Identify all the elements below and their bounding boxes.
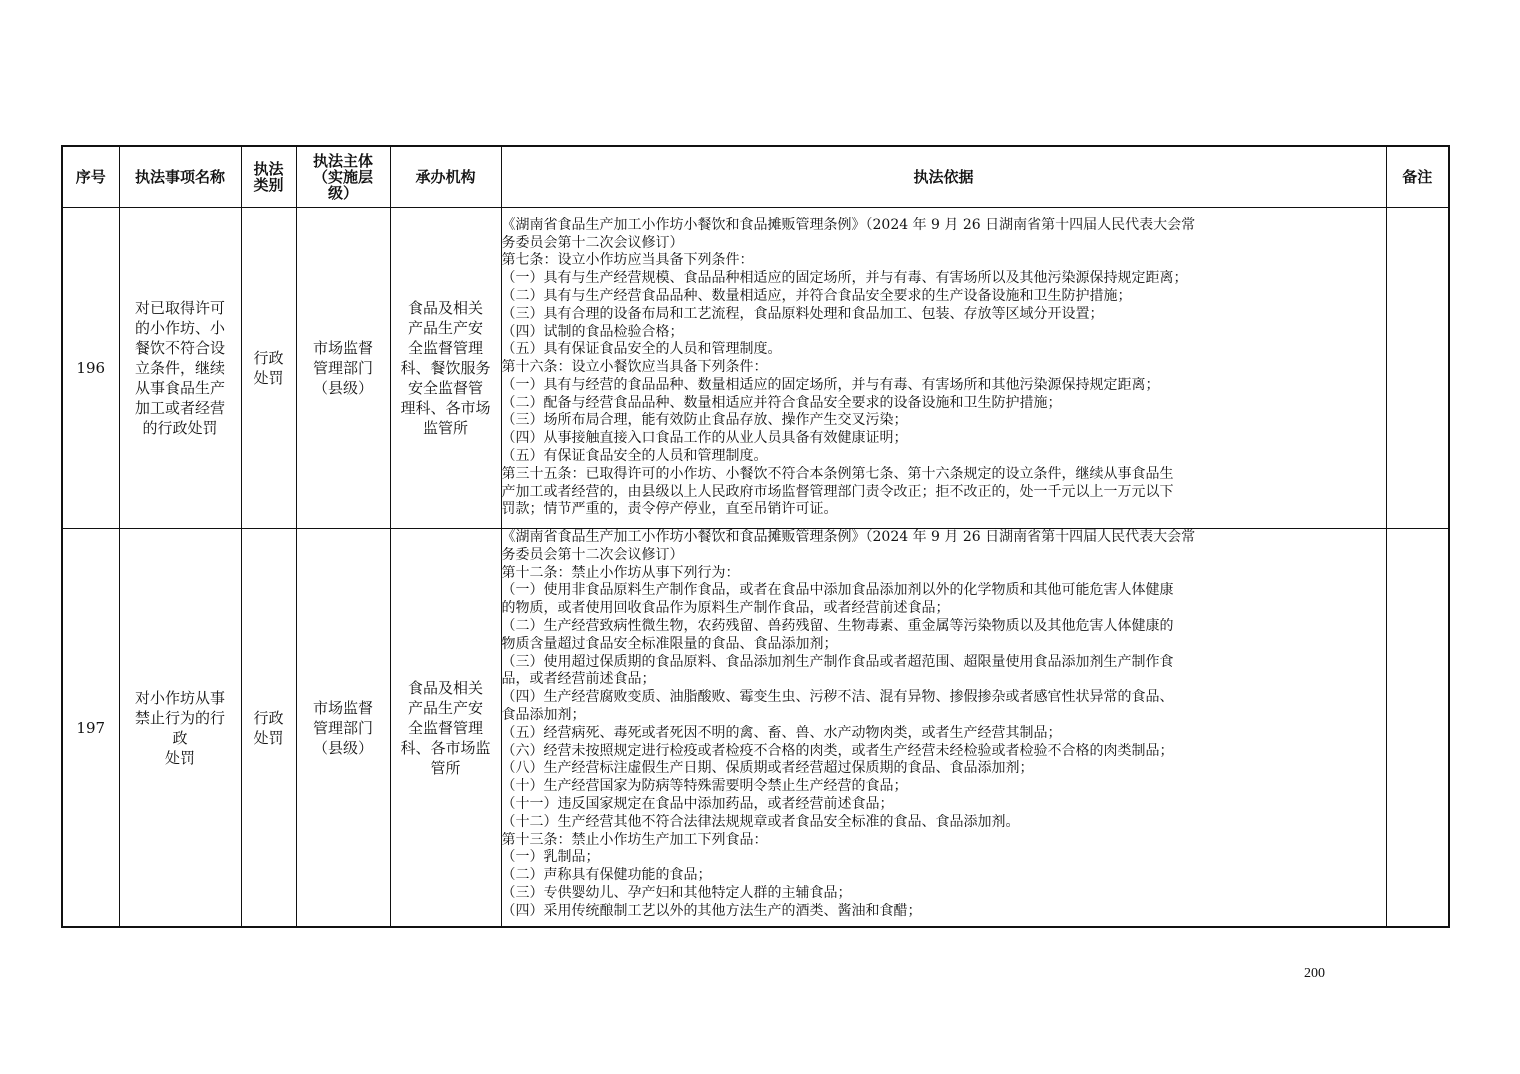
basis-line: （一）乳制品； — [501, 849, 600, 866]
basis-line: 品，或者经营前述食品； — [501, 671, 656, 688]
basis-line: （十一）违反国家规定在食品中添加药品，或者经营前述食品； — [501, 795, 894, 812]
basis-line: 务委员会第十二次会议修订） — [501, 546, 684, 563]
basis-line: 第七条：设立小作坊应当具备下列条件： — [501, 252, 754, 269]
law-enforcement-table — [61, 145, 1450, 928]
table-row — [62, 529, 1449, 928]
header-remark: 备注 — [1386, 146, 1449, 208]
basis-line: 第三十五条：已取得许可的小作坊、小餐饮不符合本条例第七条、第十六条规定的设立条件，继续从事食品生 — [501, 465, 1174, 482]
basis-line: （四）采用传统酿制工艺以外的其他方法生产的酒类、酱油和食醋； — [501, 902, 922, 919]
row-seq: 196 — [62, 208, 119, 529]
basis-line: （四）试制的食品检验合格； — [501, 323, 684, 340]
basis-line: （三）场所布局合理，能有效防止食品存放、操作产生交叉污染； — [501, 412, 908, 429]
basis-line: （五）具有保证食品安全的人员和管理制度。 — [501, 341, 782, 358]
row-category: 行政 处罚 — [241, 208, 296, 529]
row-remark — [1386, 208, 1449, 529]
basis-line: （二）声称具有保健功能的食品； — [501, 867, 712, 884]
basis-line: （六）经营未按照规定进行检疫或者检疫不合格的肉类，或者生产经营未经检验或者检验不合格的肉类制品； — [501, 742, 1174, 759]
row-remark — [1386, 529, 1449, 928]
header-category: 执法 类别 — [241, 146, 296, 208]
table-header-row — [62, 146, 1449, 208]
header-seq: 序号 — [62, 146, 119, 208]
row-category: 行政 处罚 — [241, 529, 296, 928]
basis-line: （四）从事接触直接入口食品工作的从业人员具备有效健康证明； — [501, 430, 908, 447]
basis-line: （一）具有与经营的食品品种、数量相适应的固定场所，并与有毒、有害场所和其他污染源保持规定距离； — [501, 376, 1160, 393]
table-row — [62, 208, 1449, 529]
basis-line: （二）具有与生产经营食品品种、数量相适应，并符合食品安全要求的生产设备设施和卫生防护措施； — [501, 287, 1132, 304]
basis-line: （二）生产经营致病性微生物，农药残留、兽药残留、生物毒素、重金属等污染物质以及其他危害人体健康的 — [501, 617, 1174, 634]
row-subject: 市场监督 管理部门 （县级） — [296, 529, 390, 928]
header-basis: 执法依据 — [501, 146, 1386, 208]
basis-line: 罚款；情节严重的，责令停产停业，直至吊销许可证。 — [501, 501, 838, 518]
row-item-name: 对小作坊从事 禁止行为的行 政 处罚 — [119, 529, 241, 928]
row-basis — [501, 208, 1386, 529]
basis-line: （十）生产经营国家为防病等特殊需要明令禁止生产经营的食品； — [501, 778, 908, 795]
row-seq: 197 — [62, 529, 119, 928]
basis-line: 物质含量超过食品安全标准限量的食品、食品添加剂； — [501, 635, 838, 652]
header-item: 执法事项名称 — [119, 146, 241, 208]
row-agency: 食品及相关 产品生产安 全监督管理 科、餐饮服务 安全监督管 理科、各市场 监管所 — [390, 208, 501, 529]
row-basis — [501, 529, 1386, 928]
basis-line: 《湖南省食品生产加工小作坊小餐饮和食品摊贩管理条例》（2024 年 9 月 26 日湖南省第十四届人民代表大会常 — [501, 529, 1196, 545]
basis-line: 的物质，或者使用回收食品作为原料生产制作食品，或者经营前述食品； — [501, 600, 950, 617]
basis-line: （三）使用超过保质期的食品原料、食品添加剂生产制作食品或者超范围、超限量使用食品添加剂生产制作食 — [501, 653, 1174, 670]
basis-line: 食品添加剂； — [501, 706, 586, 723]
basis-line: （八）生产经营标注虚假生产日期、保质期或者经营超过保质期的食品、食品添加剂； — [501, 760, 1034, 777]
header-agency: 承办机构 — [390, 146, 501, 208]
row-item-name: 对已取得许可 的小作坊、小 餐饮不符合设 立条件，继续 从事食品生产 加工或者经营 的行政处罚 — [119, 208, 241, 529]
basis-line: 《湖南省食品生产加工小作坊小餐饮和食品摊贩管理条例》（2024 年 9 月 26 日湖南省第十四届人民代表大会常 — [501, 216, 1196, 233]
basis-line: （三）具有合理的设备布局和工艺流程，食品原料处理和食品加工、包装、存放等区域分开设置； — [501, 305, 1104, 322]
basis-line: （三）专供婴幼儿、孕产妇和其他特定人群的主辅食品； — [501, 884, 852, 901]
basis-line: （十二）生产经营其他不符合法律法规规章或者食品安全标准的食品、食品添加剂。 — [501, 813, 1020, 830]
header-subject: 执法主体 （实施层 级） — [296, 146, 390, 208]
basis-line: 第十三条：禁止小作坊生产加工下列食品： — [501, 831, 768, 848]
row-agency: 食品及相关 产品生产安 全监督管理 科、各市场监 管所 — [390, 529, 501, 928]
basis-line: （四）生产经营腐败变质、油脂酸败、霉变生虫、污秽不洁、混有异物、掺假掺杂或者感官性状异常的食品、 — [501, 689, 1174, 706]
basis-line: （五）经营病死、毒死或者死因不明的禽、畜、兽、水产动物肉类，或者生产经营其制品； — [501, 724, 1062, 741]
basis-line: （五）有保证食品安全的人员和管理制度。 — [501, 448, 768, 465]
basis-line: （一）使用非食品原料生产制作食品，或者在食品中添加食品添加剂以外的化学物质和其他可能危害人体健康 — [501, 582, 1174, 599]
basis-line: 第十二条：禁止小作坊从事下列行为： — [501, 564, 740, 581]
basis-line: （一）具有与生产经营规模、食品品种相适应的固定场所，并与有毒、有害场所以及其他污染源保持规定距离； — [501, 270, 1188, 287]
basis-line: 第十六条：设立小餐饮应当具备下列条件： — [501, 359, 768, 376]
row-subject: 市场监督 管理部门 （县级） — [296, 208, 390, 529]
basis-line: 务委员会第十二次会议修订） — [501, 234, 684, 251]
basis-line: （二）配备与经营食品品种、数量相适应并符合食品安全要求的设备设施和卫生防护措施； — [501, 394, 1062, 411]
page-number: 200 — [1304, 966, 1325, 981]
basis-line: 产加工或者经营的，由县级以上人民政府市场监督管理部门责令改正；拒不改正的，处一千元以上一万元以下 — [501, 483, 1174, 500]
